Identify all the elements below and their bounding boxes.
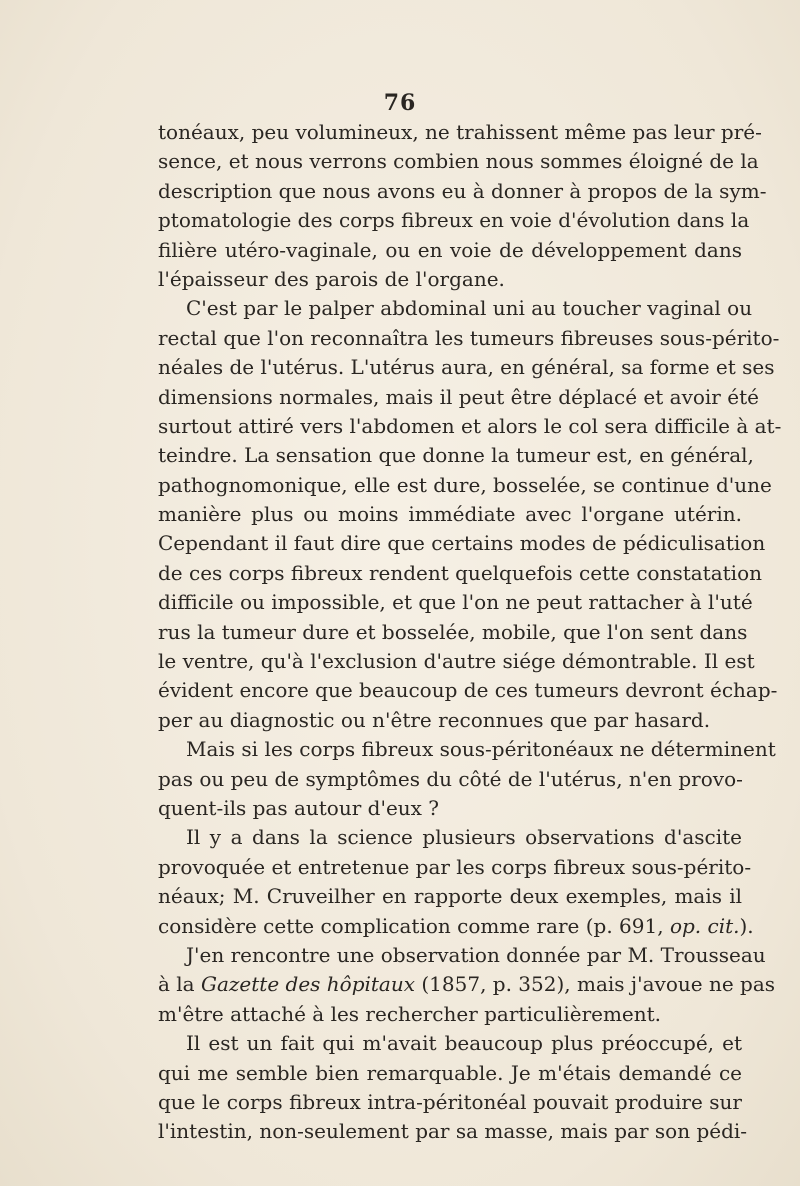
text-line: pas ou peu de symptômes du côté de l'utérus, n'en provo- [158, 766, 743, 791]
text-line: m'être attaché à les rechercher particulièrement. [158, 1001, 662, 1026]
text-line: sence, et nous verrons combien nous sommes éloigné de la [158, 149, 759, 174]
text-line: difficile ou impossible, et que l'on ne peut rattacher à l'uté [158, 590, 753, 615]
text-line: quent-ils pas autour d'eux ? [158, 795, 440, 820]
text-line: que le corps fibreux intra-péritonéal pouvait produire sur [158, 1089, 742, 1114]
text-line: de ces corps fibreux rendent quelquefois cette constatation [158, 560, 762, 585]
text-line: pathognomonique, elle est dure, bosselée, se continue d'une [158, 472, 772, 497]
text-line: J'en rencontre une observation donnée par M. Trousseau [186, 942, 766, 967]
page-number: 76 [383, 90, 417, 116]
text-line: ptomatologie des corps fibreux en voie d'évolution dans la [158, 208, 750, 233]
text-line: Il est un fait qui m'avait beaucoup plus préoccupé, et [186, 1031, 742, 1056]
text-line: qui me semble bien remarquable. Je m'étais demandé ce [158, 1060, 742, 1085]
text-line: teindre. La sensation que donne la tumeur est, en général, [158, 443, 754, 468]
text-line: provoquée et entretenue par les corps fibreux sous-périto- [158, 854, 752, 879]
text-line: à la Gazette des hôpitaux (1857, p. 352), mais j'avoue ne pas [158, 972, 776, 997]
text-line: filière utéro-vaginale, ou en voie de développement dans [158, 237, 742, 262]
text-line: néales de l'utérus. L'utérus aura, en général, sa forme et ses [158, 355, 775, 380]
body-text [158, 118, 782, 1147]
text-line: l'épaisseur des parois de l'organe. [158, 266, 505, 291]
text-line: surtout attiré vers l'abdomen et alors le col sera difficile à at- [158, 413, 782, 438]
text-line: Cependant il faut dire que certains modes de pédiculisation [158, 531, 766, 556]
text-line: manière plus ou moins immédiate avec l'organe utérin. [158, 502, 742, 527]
text-line: per au diagnostic ou n'être reconnues que par hasard. [158, 707, 711, 732]
text-line: néaux; M. Cruveilher en rapporte deux exemples, mais il [158, 884, 742, 909]
text-line: Mais si les corps fibreux sous-péritonéaux ne déterminent [186, 737, 776, 762]
text-line: rus la tumeur dure et bosselée, mobile, que l'on sent dans [158, 619, 748, 644]
text-line: l'intestin, non-seulement par sa masse, mais par son pédi- [158, 1119, 748, 1144]
text-line: Il y a dans la science plusieurs observations d'ascite [186, 825, 742, 850]
text-line: C'est par le palper abdominal uni au toucher vaginal ou [186, 296, 753, 321]
text-line: rectal que l'on reconnaîtra les tumeurs fibreuses sous-périto- [158, 325, 780, 350]
text-line: le ventre, qu'à l'exclusion d'autre siége démontrable. Il est [158, 649, 755, 674]
text-line: considère cette complication comme rare (p. 691, op. cit.). [158, 913, 754, 938]
text-line: évident encore que beaucoup de ces tumeurs devront échap- [158, 678, 778, 703]
text-line: dimensions normales, mais il peut être déplacé et avoir été [158, 384, 759, 409]
text-line: tonéaux, peu volumineux, ne trahissent même pas leur pré- [158, 120, 762, 144]
text-line: description que nous avons eu à donner à propos de la sym- [158, 178, 767, 203]
